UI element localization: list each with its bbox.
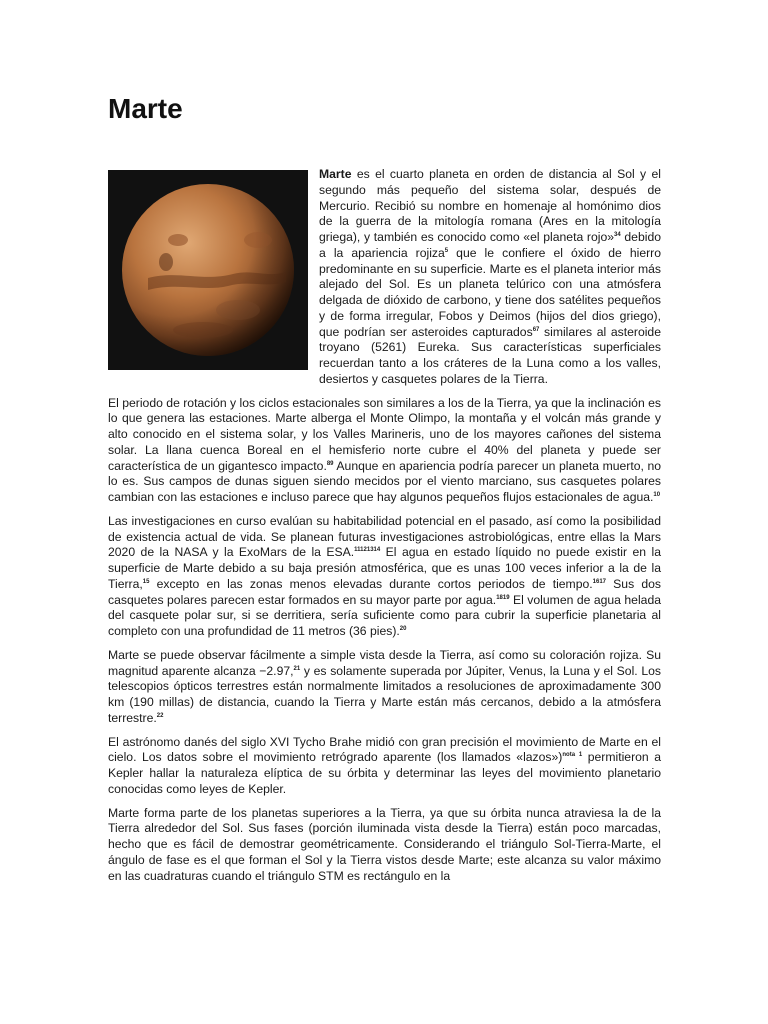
citation[interactable]: 5 <box>444 247 449 254</box>
citation[interactable]: 1819 <box>496 594 510 601</box>
citation[interactable]: 22 <box>156 712 164 719</box>
citation[interactable]: 10 <box>653 492 661 498</box>
citation[interactable]: 1617 <box>592 578 607 585</box>
paragraph-intro: Marte es el cuarto planeta en orden de distancia al Sol y el segundo más pequeño del sistema solar, después de Mercurio. Recibió su nombre en homenaje al homónimo dios de la guerra de la mitología romana (Ares en la mitología griega), y también es conocido como «el planeta rojo»$^{34}$ debido a la apariencia rojiza$^5$ que le confiere el óxido de hierro predominante en su superficie. Marte es el planeta interior más alejado del Sol. Es un planeta telúrico con una atmósfera delgada de dióxido de carbono, y tiene dos satélites pequeños y de forma irregular, Fobos y Deimos (hijos del dios griego), que podrían ser asteroides capturados$^{67}$ similares al asteroide troyano (5261) Eureka. Sus características superficiales recuerdan tanto a los cráteres de la Luna como a los valles, desiertos y casquetes polares de la Tierra. <box>108 167 661 388</box>
paragraph-tycho-brahe: El astrónomo danés del siglo XVI Tycho Brahe midió con gran precisión el movimiento de Marte en el cielo. Los datos sobre el movimiento retrógrado aparente (los llamados «lazos»)$^{nota 1}$ permitieron a Kepler hallar la naturaleza elíptica de su órbita y determinar las leyes del movimiento planetario conocidas como leyes de Kepler. <box>108 734 662 796</box>
citation[interactable]: 15 <box>142 578 150 585</box>
article-body <box>108 167 661 892</box>
citation[interactable]: 21 <box>293 665 301 672</box>
paragraph-research: Las investigaciones en curso evalúan su habitabilidad potencial en el pasado, así como la posibilidad de existencia actual de vida. Se planean futuras investigaciones astrobiológicas, entre ellas la Mars 2020 de la NASA y la ExoMars de la ESA.$^{11121314}$ El agua en estado líquido no puede existir en la superficie de Marte debido a su baja presión atmosférica, que es unas 100 veces inferior a la de la Tierra,$^{15}$ excepto en las zonas menos elevadas durante cortos periodos de tiempo.$^{1617}$ Sus dos casquetes polares parecen estar formados en su mayor parte por agua.$^{1819}$ El volumen de agua helada del casquete polar sur, si se derritiera, sería suficiente como para cubrir la superficie planetaria al completo con una profundidad de 11 metros (36 pies).$^{20}$ <box>108 513 662 638</box>
citation[interactable]: 20 <box>399 626 407 632</box>
citation[interactable]: 89 <box>326 460 334 467</box>
page-title: Marte <box>108 93 183 124</box>
lead-term: Marte <box>319 167 352 181</box>
paragraph-phases: Marte forma parte de los planetas superiores a la Tierra, ya que su órbita nunca atraviesa la de la Tierra alrededor del Sol. Sus fases (porción iluminada vista desde la Tierra) están poco marcadas, hecho que es fácil de demostrar geométricamente. Considerando el triángulo Sol-Tierra-Marte, el ángulo de fase es el que forman el Sol y la Tierra vistos desde Marte; este alcanza su valor máximo en las cuadraturas cuando el triángulo STM es rectángulo en la <box>108 805 661 883</box>
mars-planet-photo <box>108 170 308 370</box>
citation[interactable]: 11121314 <box>354 547 381 554</box>
citation[interactable]: nota 1 <box>562 752 583 759</box>
citation[interactable]: 34 <box>614 232 621 238</box>
paragraph-observation: Marte se puede observar fácilmente a simple vista desde la Tierra, así como su coloración rojiza. Su magnitud aparente alcanza −2.97,21 y es solamente superada por Júpiter, Venus, la Luna y el Sol. Los telescopios ópticos terrestres están normalmente limitados a resoluciones de aproximadamente 300 km (190 millas) de distancia, cuando la Tierra y Marte están más cercanos, debido a la atmósfera terrestre.$^{22}$ <box>108 647 662 725</box>
citation[interactable]: 67 <box>532 326 540 333</box>
paragraph-rotation: El periodo de rotación y los ciclos estacionales son similares a los de la Tierra, ya que la inclinación es lo que genera las estaciones. Marte alberga el Monte Olimpo, la montaña y el volcán más grande y alto conocido en el sistema solar, y los Valles Marineris, uno de los mayores cañones del sistema solar. La llana cuenca Boreal en el hemisferio norte cubre el 40% del planeta y puede ser característica de un gigantesco impacto.$^{89}$ Aunque en apariencia podría parecer un planeta muerto, no lo es. Sus campos de dunas siguen siendo mecidos por el viento marciano, sus casquetes polares cambian con las estaciones e incluso parece que hay algunos pequeños flujos estacionales de agua.$^{10}$ <box>108 395 661 504</box>
